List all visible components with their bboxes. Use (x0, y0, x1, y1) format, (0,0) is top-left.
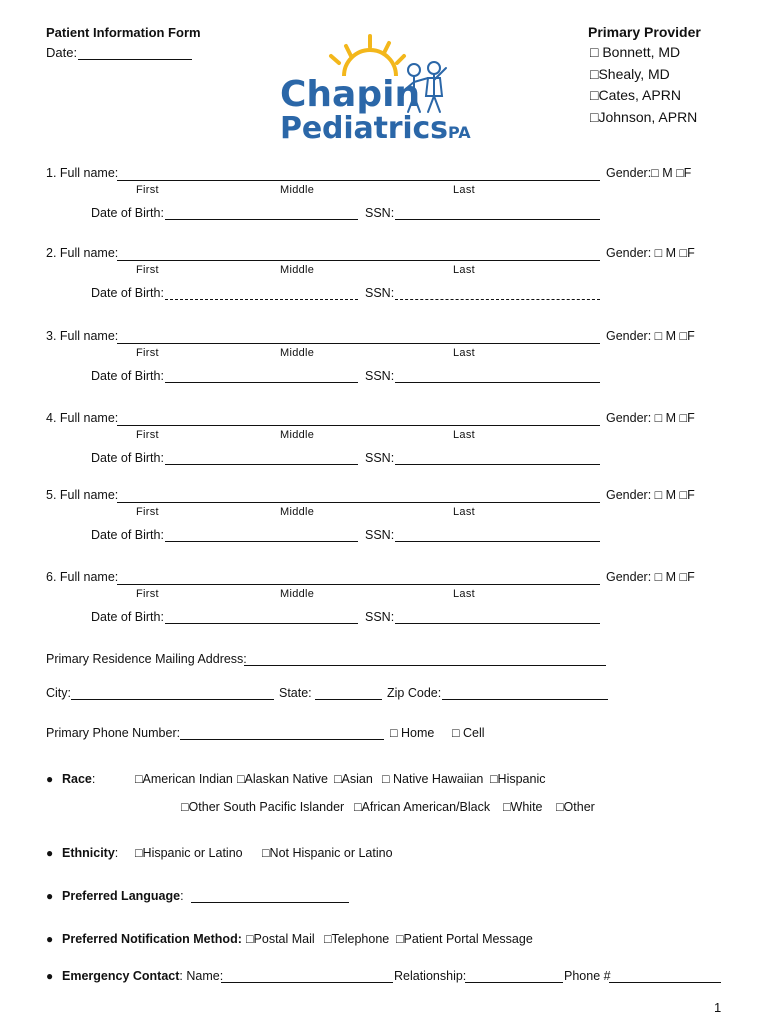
logo-text-suffix: PA (448, 123, 471, 142)
patient-3-middle-label: Middle (280, 347, 315, 359)
patient-1-name-field[interactable] (117, 180, 600, 181)
provider-option-shealy[interactable]: □Shealy, MD (590, 66, 670, 82)
race-label-group (62, 772, 95, 786)
patient-1-last-label: Last (453, 184, 475, 196)
patient-5-dob-label: Date of Birth: (91, 528, 164, 542)
patient-1-first-label: First (136, 184, 159, 196)
ethnicity-not-hispanic[interactable]: □Not Hispanic or Latino (262, 846, 393, 860)
patient-2-last-label: Last (453, 264, 475, 276)
ethnicity-colon: : (114, 846, 119, 860)
patient-6-name-label: 6. Full name: (46, 570, 119, 584)
language-colon: : (180, 889, 184, 903)
patient-1-gender[interactable]: Gender:□ M □F (606, 166, 692, 180)
patient-3-name-field[interactable] (117, 343, 600, 344)
patient-1-ssn-field[interactable] (395, 219, 600, 220)
notification-patient-portal[interactable]: □Patient Portal Message (396, 932, 533, 946)
address-label: Primary Residence Mailing Address: (46, 652, 247, 666)
ethnicity-label-group (62, 846, 118, 860)
race-other[interactable]: □Other (556, 800, 595, 814)
date-field[interactable] (78, 59, 192, 60)
patient-3-last-label: Last (453, 347, 475, 359)
race-hispanic[interactable]: □Hispanic (490, 772, 546, 786)
patient-2-middle-label: Middle (280, 264, 315, 276)
patient-3-first-label: First (136, 347, 159, 359)
patient-2-name-label: 2. Full name: (46, 246, 119, 260)
patient-6-gender[interactable]: Gender: □ M □F (606, 570, 695, 584)
patient-4-last-label: Last (453, 429, 475, 441)
phone-cell-option[interactable]: □ Cell (452, 726, 485, 740)
race-colon: : (91, 772, 96, 786)
patient-3-dob-field[interactable] (165, 382, 358, 383)
notification-postal-mail[interactable]: □Postal Mail (246, 932, 315, 946)
patient-4-ssn-field[interactable] (395, 464, 600, 465)
patient-5-ssn-field[interactable] (395, 541, 600, 542)
city-label: City: (46, 686, 71, 700)
patient-5-ssn-label: SSN: (365, 528, 395, 542)
address-field[interactable] (244, 665, 606, 666)
logo-text-line1: Chapin (280, 74, 421, 115)
patient-4-first-label: First (136, 429, 159, 441)
language-bullet: ● (46, 889, 54, 903)
patient-1-middle-label: Middle (280, 184, 315, 196)
patient-2-ssn-field[interactable] (395, 299, 600, 300)
race-bullet: ● (46, 772, 54, 786)
patient-4-ssn-label: SSN: (365, 451, 395, 465)
patient-2-dob-field[interactable] (165, 299, 358, 300)
patient-6-name-field[interactable] (117, 584, 600, 585)
patient-5-gender[interactable]: Gender: □ M □F (606, 488, 695, 502)
chapin-pediatrics-logo (276, 34, 476, 144)
form-title: Patient Information Form (46, 25, 201, 40)
page-number: 1 (714, 1000, 722, 1015)
patient-5-first-label: First (136, 506, 159, 518)
state-field[interactable] (315, 699, 382, 700)
race-alaskan-native[interactable]: □Alaskan Native (237, 772, 328, 786)
patient-2-dob-label: Date of Birth: (91, 286, 164, 300)
provider-option-bonnett[interactable]: □ Bonnett, MD (590, 44, 681, 60)
provider-option-johnson[interactable]: □Johnson, APRN (590, 109, 698, 125)
race-white[interactable]: □White (503, 800, 543, 814)
patient-5-dob-field[interactable] (165, 541, 358, 542)
emergency-label: Emergency Contact (62, 969, 180, 983)
patient-6-dob-label: Date of Birth: (91, 610, 164, 624)
patient-6-last-label: Last (453, 588, 475, 600)
patient-3-name-label: 3. Full name: (46, 329, 119, 343)
emergency-bullet: ● (46, 969, 54, 983)
logo-text-line2: Pediatrics (280, 111, 448, 144)
language-field[interactable] (191, 902, 349, 903)
provider-option-cates[interactable]: □Cates, APRN (590, 87, 681, 103)
patient-4-gender[interactable]: Gender: □ M □F (606, 411, 695, 425)
emergency-phone-field[interactable] (609, 982, 721, 983)
patient-3-ssn-label: SSN: (365, 369, 395, 383)
date-label: Date: (46, 45, 78, 60)
patient-6-middle-label: Middle (280, 588, 315, 600)
patient-4-name-field[interactable] (117, 425, 600, 426)
race-native-hawaiian[interactable]: □ Native Hawaiian (382, 772, 484, 786)
race-other-pacific-islander[interactable]: □Other South Pacific Islander (181, 800, 345, 814)
phone-field[interactable] (180, 739, 384, 740)
patient-5-name-field[interactable] (117, 502, 600, 503)
phone-home-option[interactable]: □ Home (390, 726, 435, 740)
ethnicity-label: Ethnicity (62, 846, 115, 860)
emergency-name-label: : Name: (179, 969, 224, 983)
emergency-relationship-field[interactable] (465, 982, 563, 983)
patient-4-dob-field[interactable] (165, 464, 358, 465)
race-african-american[interactable]: □African American/Black (354, 800, 491, 814)
patient-6-dob-field[interactable] (165, 623, 358, 624)
patient-4-name-label: 4. Full name: (46, 411, 119, 425)
zip-field[interactable] (442, 699, 608, 700)
ethnicity-hispanic[interactable]: □Hispanic or Latino (135, 846, 243, 860)
patient-5-last-label: Last (453, 506, 475, 518)
ethnicity-bullet: ● (46, 846, 54, 860)
patient-5-name-label: 5. Full name: (46, 488, 119, 502)
patient-4-dob-label: Date of Birth: (91, 451, 164, 465)
provider-title: Primary Provider (588, 24, 701, 40)
city-field[interactable] (71, 699, 274, 700)
emergency-label-group (62, 969, 223, 983)
patient-1-dob-label: Date of Birth: (91, 206, 164, 220)
patient-1-ssn-label: SSN: (365, 206, 395, 220)
patient-6-ssn-label: SSN: (365, 610, 395, 624)
race-label: Race (62, 772, 92, 786)
patient-2-gender[interactable]: Gender: □ M □F (606, 246, 695, 260)
race-asian[interactable]: □Asian (334, 772, 373, 786)
patient-2-first-label: First (136, 264, 159, 276)
patient-5-middle-label: Middle (280, 506, 315, 518)
logo-graphic (276, 34, 476, 144)
patient-2-name-field[interactable] (117, 260, 600, 261)
patient-6-ssn-field[interactable] (395, 623, 600, 624)
patient-1-dob-field[interactable] (165, 219, 358, 220)
patient-3-ssn-field[interactable] (395, 382, 600, 383)
patient-2-ssn-label: SSN: (365, 286, 395, 300)
notification-label: Preferred Notification Method: (62, 932, 242, 946)
patient-1-name-label: 1. Full name: (46, 166, 119, 180)
notification-telephone[interactable]: □Telephone (324, 932, 390, 946)
patient-3-gender[interactable]: Gender: □ M □F (606, 329, 695, 343)
language-label: Preferred Language (62, 889, 181, 903)
language-label-group (62, 889, 184, 903)
patient-6-first-label: First (136, 588, 159, 600)
notification-bullet: ● (46, 932, 54, 946)
race-american-indian[interactable]: □American Indian (135, 772, 233, 786)
state-label: State: (279, 686, 312, 700)
patient-3-dob-label: Date of Birth: (91, 369, 164, 383)
phone-label: Primary Phone Number: (46, 726, 181, 740)
patient-4-middle-label: Middle (280, 429, 315, 441)
emergency-phone-label: Phone # (564, 969, 611, 983)
emergency-relationship-label: Relationship: (394, 969, 467, 983)
emergency-name-field[interactable] (221, 982, 393, 983)
zip-label: Zip Code: (387, 686, 442, 700)
